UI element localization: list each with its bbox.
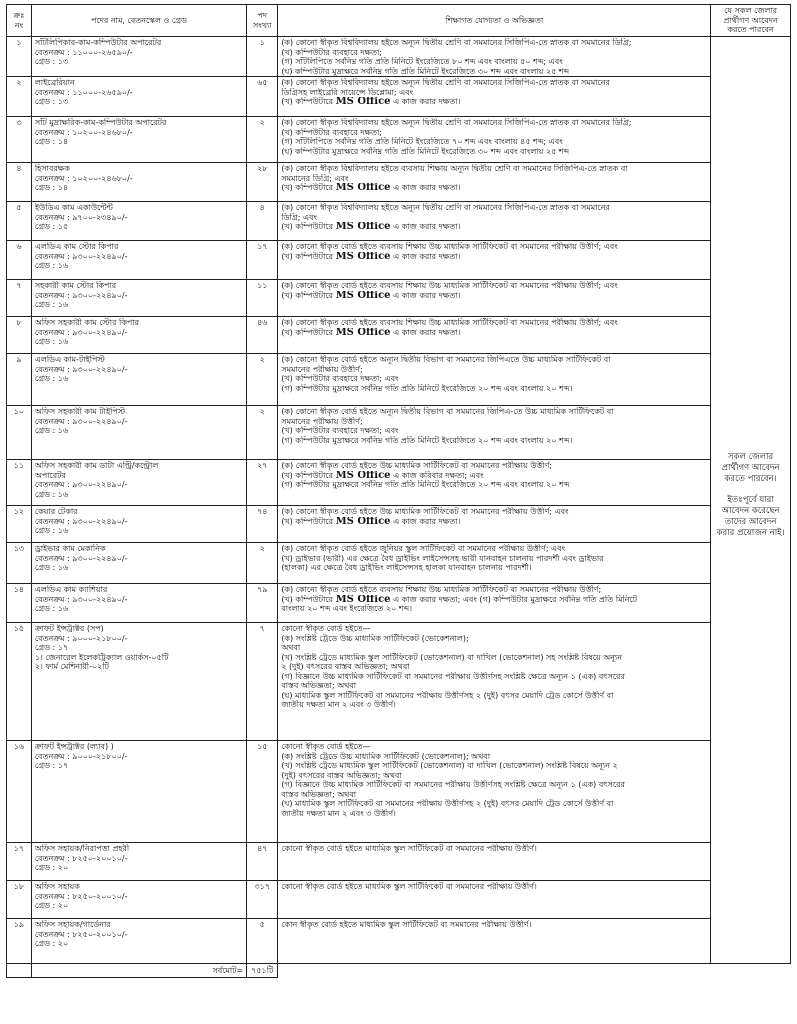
qualification-line: (খ) কম্পিউটারে MS Office এ কাজ করার দক্ষতা; এবং (গ) কম্পিউটার মুদ্রাক্ষরে সর্বনিম্ন গতি প্রতি মিনিটে: [281, 594, 638, 604]
serial-cell: ১৯: [7, 919, 32, 964]
qualification-line: (খ) কম্পিউটারে MS Office এ কাজ করার দক্ষতা।: [281, 97, 461, 107]
post-line: ড্রাইভার কাম মেকানিক: [34, 544, 106, 553]
serial-cell: ১৪: [7, 584, 32, 623]
post-cell: [31, 543, 246, 584]
post-line: অপারেটর: [34, 470, 66, 480]
post-cell: [31, 460, 246, 506]
table-row: [7, 77, 791, 117]
qualification-line: বাস্তব অভিজ্ঞতা; অথবা: [281, 789, 357, 799]
table-row: [7, 543, 791, 584]
qualification-line: (গ) সাঁটলিপিতে সর্বনিম্ন গতি প্রতি মিনিটে ইংরেজিতে ৮০ শব্দ এবং বাংলায় ৫০ শব্দ; এবং: [281, 57, 563, 66]
qualification-line: (গ) বিজ্ঞানে উচ্চ মাধ্যমিক সার্টিফিকেট বা সমমানের পরীক্ষায় উত্তীর্ণসহ সংশ্লিষ্ট ক্ষেত্রে অন্যূন ১ (এক) বৎসরের: [281, 671, 625, 681]
post-line: বেতনক্রম : ৯৭০০-২৩৪৯০/-: [34, 212, 128, 222]
qualification-cell: [278, 543, 711, 584]
post-line: গ্রেড : ১৬: [34, 426, 69, 435]
post-cell: [31, 280, 246, 317]
header-qualification: শিক্ষাগত যোগ্যতা ও অভিজ্ঞতা: [278, 5, 711, 37]
table-row: [7, 584, 791, 623]
qualification-line: (ক) সংশ্লিষ্ট ট্রেডে উচ্চ মাধ্যমিক সার্টিফিকেট (ভোকেশনাল); অথবা: [281, 751, 491, 761]
qualification-line: (খ) কম্পিউটারে MS Office এ কাজ করার দক্ষতা।: [281, 222, 461, 232]
post-count-cell: ৭৪: [247, 506, 278, 543]
serial-cell: ৯: [7, 354, 32, 406]
post-line: বেতনক্রম : ১১০০০-২৬৫৯০/-: [34, 47, 133, 57]
header-districts: যে সকল জেলার প্রার্থীগণ আবেদন করতে পারবেন: [711, 5, 791, 37]
serial-cell: ১: [7, 37, 32, 77]
post-cell: [31, 163, 246, 202]
qualification-cell: [278, 241, 711, 280]
qualification-line: (ক) কোনো স্বীকৃত বিশ্ববিদ্যালয় হইতে অন্যূন দ্বিতীয় শ্রেণি বা সমমানের সিজিপিএ-তে স্নাতক বা সমমানের: [281, 203, 610, 212]
qualification-line: (গ) কম্পিউটার মুদ্রাক্ষরে সর্বনিম্ন গতি প্রতি মিনিটে ইংরেজিতে ২০ শব্দ এবং বাংলায় ২০ শব্দ।: [281, 435, 573, 445]
qualification-cell: [278, 202, 711, 241]
post-line: গ্রেড : ১৬: [34, 261, 69, 270]
qualification-line: (ঘ) মাধ্যমিক স্কুল সার্টিফিকেট বা সমমানের পরীক্ষায় উত্তীর্ণসহ ২ (দুই) বৎসর মেয়াদি ট্রেড কোর্সে উত্তীর্ণ বা: [281, 690, 614, 700]
post-line: ক্রাফট ইন্সট্রাক্টর (ল্যাব) ): [34, 742, 114, 751]
post-cell: [31, 37, 246, 77]
post-line: গ্রেড : ১৪: [34, 137, 69, 146]
qualification-line: সমমানের পরীক্ষায় উত্তীর্ণ;: [281, 364, 363, 374]
post-line: বেতনক্রম : ৯৩০০-২২৪৯০/-: [34, 516, 128, 526]
post-count-cell: ২: [247, 406, 278, 460]
qualification-line: (ক) কোনো স্বীকৃত বোর্ড হইতে উচ্চ মাধ্যমিক সার্টিফিকেট বা সমমানের পরীক্ষায় উত্তীর্ণ; এবং: [281, 507, 569, 516]
serial-cell: ১৫: [7, 623, 32, 741]
qualification-line: (ঘ) মাধ্যমিক স্কুল সার্টিফিকেট বা সমমানের পরীক্ষায় উত্তীর্ণসহ ২ (দুই) বৎসর মেয়াদি ট্রেড কোর্সে উত্তীর্ণ বা: [281, 799, 614, 808]
post-line: বেতনক্রম : ৯৩০০-২২৪৯০/-: [34, 416, 128, 426]
post-line: বেতনক্রম : ৮২৫০-২০০১০/-: [34, 929, 128, 939]
post-line: অফিস সহকারী কাম ডাটা এন্ট্রি/কন্ট্রোল: [34, 461, 159, 470]
post-cell: [31, 919, 246, 964]
qualification-line: কোনো স্বীকৃত বোর্ড হইতে মাধ্যমিক স্কুল সার্টিফিকেট বা সমমানের পরীক্ষায় উত্তীর্ণ।: [281, 844, 537, 853]
post-line: গ্রেড : ১৫: [34, 222, 69, 231]
table-row: [7, 37, 791, 77]
post-line: গ্রেড : ১৬: [34, 526, 69, 535]
qualification-line: (ক) কোনো স্বীকৃত বোর্ড হইতে ব্যবসায় শিক্ষায় উচ্চ মাধ্যমিক সার্টিফিকেট বা সমমানের পরীক্ষায় উত্তীর্ণ; এবং: [281, 242, 618, 251]
post-line: বেতনক্রম : ৯৩০০-২২৪৯০/-: [34, 594, 128, 604]
qualification-line: সমমানের ডিগ্রি; এবং: [281, 173, 349, 183]
qualification-line: কোন স্বীকৃত বোর্ড হইতে মাধ্যমিক স্কুল সার্টিফিকেট বা সমমানের পরীক্ষায় উত্তীর্ণ।: [281, 920, 532, 929]
qualification-line: জাতীয় দক্ষতা মান ২ এবং ৩ উত্তীর্ণ।: [281, 700, 396, 709]
post-cell: [31, 843, 246, 881]
post-count-cell: ৪৬: [247, 317, 278, 354]
post-line: এলডিএ কাম স্টোর কিপার: [34, 242, 119, 251]
post-line: এলডিএ কাম-টাইপিস্ট: [34, 355, 105, 364]
qualification-line: কোনো স্বীকৃত বোর্ড হইতে মাধ্যমিক স্কুল সার্টিফিকেট বা সমমানের পরীক্ষায় উত্তীর্ণ।: [281, 882, 537, 891]
post-line: বেতনক্রম : ৯৩০০-২২৪৯০/-: [34, 553, 128, 563]
post-cell: [31, 117, 246, 163]
qualification-cell: [278, 406, 711, 460]
qualification-cell: [278, 354, 711, 406]
post-cell: [31, 881, 246, 919]
qualification-line: (ক) কোনো স্বীকৃত বিশ্ববিদ্যালয় হইতে অন্যূন দ্বিতীয় শ্রেণি বা সমমানের সিজিপিএ-তে স্নাতক বা সমমানের ডিগ্রি;: [281, 38, 632, 47]
post-count-cell: ১৭: [247, 241, 278, 280]
post-cell: [31, 506, 246, 543]
qualification-line: কোনো স্বীকৃত বোর্ড হইতে—: [281, 742, 371, 751]
header-post: পদের নাম, বেতনস্কেল ও গ্রেড: [31, 5, 246, 37]
table-body: [7, 37, 791, 978]
post-count-cell: ৫: [247, 919, 278, 964]
post-count-cell: ৪৭: [247, 843, 278, 881]
table-row: [7, 919, 791, 964]
qualification-cell: [278, 117, 711, 163]
post-cell: [31, 741, 246, 843]
post-line: অফিস সহকারী কাম টাইপিস্ট: [34, 407, 126, 416]
post-line: হিসাবরক্ষক: [34, 164, 70, 173]
qualification-cell: [278, 317, 711, 354]
post-cell: [31, 202, 246, 241]
qualification-line: (ঘ) কম্পিউটার মুদ্রাক্ষরে সর্বনিম্ন গতি প্রতি মিনিটে ইংরেজিতে ৩০ শব্দ এবং বাংলায় ২৫ শব্দ: [281, 146, 570, 156]
qualification-cell: [278, 843, 711, 881]
table-row: [7, 881, 791, 919]
qualification-line: (খ) কম্পিউটার ব্যবহারে দক্ষতা; এবং: [281, 374, 399, 383]
qualification-line: (খ) ড্রাইভার (ভারী) এর ক্ষেত্রে বৈধ ড্রাইভিং লাইসেন্সসহ ভারী যানবাহন চালনায় পারদর্শী এবং ড্রাইভার: [281, 553, 604, 563]
qualification-cell: [278, 741, 711, 843]
qualification-cell: [278, 623, 711, 741]
qualification-line: (খ) কম্পিউটারে MS Office এ কাজ করার দক্ষতা।: [281, 183, 461, 193]
qualification-line: (খ) কম্পিউটারে MS Office এ কাজ করার দক্ষতা।: [281, 327, 461, 337]
post-cell: [31, 317, 246, 354]
qualification-line: (হালকা) এর ক্ষেত্রে বৈধ ড্রাইভিং লাইসেন্সসহ হালকা যানবাহন চালনায় পারদর্শী।: [281, 563, 532, 572]
serial-cell: ৭: [7, 280, 32, 317]
post-line: গ্রেড : ২০: [34, 939, 69, 948]
serial-cell: ৫: [7, 202, 32, 241]
qualification-line: (ক) কোনো স্বীকৃত বোর্ড হইতে ব্যবসায় শিক্ষায় উচ্চ মাধ্যমিক সার্টিফিকেট বা সমমানের পরীক্ষায় উত্তীর্ণ;: [281, 585, 602, 594]
post-line: গ্রেড : ২০: [34, 863, 69, 872]
serial-cell: ১১: [7, 460, 32, 506]
qualification-line: জাতীয় দক্ষতা মান ২ এবং ৩ উত্তীর্ণ।: [281, 808, 396, 818]
qualification-line: অথবা: [281, 643, 301, 652]
post-count-cell: ১১: [247, 280, 278, 317]
post-cell: [31, 354, 246, 406]
post-line: গ্রেড : ১৭: [34, 643, 69, 652]
post-line: কেয়ার টেকার: [34, 507, 78, 516]
qualification-cell: [278, 37, 711, 77]
districts-note-all: সকল জেলার প্রার্থীগণ আবেদন করতে পারবেন।: [721, 451, 780, 484]
qualification-line: বাংলায় ২০ শব্দ এবং ইংরেজিতে ২০ শব্দ।: [281, 604, 413, 613]
serial-cell: ১৬: [7, 741, 32, 843]
post-line: গ্রেড : ১৭: [34, 761, 69, 770]
serial-cell: ১২: [7, 506, 32, 543]
qualification-line: (ক) সংশ্লিষ্ট ট্রেডে উচ্চ মাধ্যমিক সার্টিফিকেট (ভোকেশনাল);: [281, 633, 469, 643]
qualification-line: সমমানের পরীক্ষায় উত্তীর্ণ;: [281, 416, 363, 426]
districts-note-previous: ইতঃপূর্বে যারা আবেদন করেছেন তাদের আবেদন করার প্রয়োজন নাই।: [716, 494, 785, 538]
qualification-cell: [278, 919, 711, 964]
qualification-line: (খ) কম্পিউটারে MS Office এ কাজ করার দক্ষতা।: [281, 516, 461, 526]
qualification-line: বাস্তব অভিজ্ঞতা; অথবা: [281, 681, 357, 690]
post-line: বেতনক্রম : ৯৩০০-২২৪৯০/-: [34, 251, 128, 261]
qualification-line: (ক) কোনো স্বীকৃত বোর্ড হইতে ব্যবসায় শিক্ষায় উচ্চ মাধ্যমিক সার্টিফিকেট বা সমমানের পরীক্ষায় উত্তীর্ণ; এবং: [281, 318, 618, 327]
qualification-line: (খ) সংশ্লিষ্ট ট্রেডে মাধ্যমিক স্কুল সার্টিফিকেট (ভোকেশনাল) বা দাখিল (ভোকেশনাল) সহ সংশ্লিষ্ট বিষয়ে অন্যূন: [281, 652, 623, 662]
post-line: অফিস সহায়ক/নিরাপত্তা প্রহরী: [34, 844, 130, 853]
table-row: [7, 460, 791, 506]
post-count-cell: ২৮: [247, 163, 278, 202]
post-line: গ্রেড : ১৩: [34, 97, 69, 106]
post-line: এলডিএ কাম ক্যাশিয়ার: [34, 585, 108, 594]
post-line: ১। জেনারেল ইলেকট্রিক্যাল ওয়ার্কস-০৫টি: [34, 652, 169, 662]
post-line: ২। ফার্ম মেশিনারী-০২টি: [34, 662, 110, 671]
post-line: বেতনক্রম : ৯৩০০-২২৪৯০/-: [34, 290, 128, 300]
qualification-line: (ক) কোনো স্বীকৃত বোর্ড হইতে জুনিয়র স্কুল সার্টিফিকেট বা সমমানের পরীক্ষায় উত্তীর্ণ; এবং: [281, 544, 566, 553]
post-line: বেতনক্রম : ১০২০০-২৪৬৮০/-: [34, 127, 133, 137]
header-sl: ক্রঃ নং: [7, 5, 32, 37]
qualification-line: (ক) কোনো স্বীকৃত বোর্ড হইতে ব্যবসায় শিক্ষায় উচ্চ মাধ্যমিক সার্টিফিকেট বা সমমানের পরীক্ষায় উত্তীর্ণ; এবং: [281, 281, 618, 290]
table-row: [7, 843, 791, 881]
serial-cell: ১৩: [7, 543, 32, 584]
table-row: [7, 163, 791, 202]
total-row: [7, 964, 791, 978]
post-line: বেতনক্রম : ৯০০০-২১৮০০/-: [34, 633, 128, 643]
qualification-line: (খ) সংশ্লিষ্ট ট্রেডে মাধ্যমিক স্কুল সার্টিফিকেট (ভোকেশনাল) বা দাখিল (ভোকেশনাল) সংশ্লিষ্ট বিষয়ে অন্যূন ২: [281, 761, 618, 770]
post-line: গ্রেড : ১৪: [34, 183, 69, 192]
post-count-cell: ২৭: [247, 460, 278, 506]
post-line: বেতনক্রম : ৮২৫০-২০০১০/-: [34, 853, 128, 863]
qualification-line: (খ) কম্পিউটারে MS Office এ কাজ করিবার দক্ষতা; এবং: [281, 470, 484, 480]
table-row: [7, 406, 791, 460]
table-row: [7, 202, 791, 241]
post-line: অফিস সহকারী কাম স্টোর কিপার: [34, 318, 140, 327]
post-cell: [31, 406, 246, 460]
qualification-line: ডিগ্রিসহ লাইব্রেরি সায়েন্সে ডিপ্লোমা; এবং: [281, 87, 414, 97]
post-line: অফিস সহায়ক/গার্ডেনার: [34, 920, 111, 929]
qualification-line: (ক) কোনো স্বীকৃত বোর্ড হইতে উচ্চ মাধ্যমিক সার্টিফিকেট বা সমমানের পরীক্ষায় উত্তীর্ণ;: [281, 461, 553, 470]
post-line: বেতনক্রম : ৯৩০০-২২৪৯০/-: [34, 364, 128, 374]
post-line: ইউডিএ কাম একাউন্টেন্ট: [34, 203, 113, 212]
post-line: বেতনক্রম : ৯০০০-২১৮০০/-: [34, 751, 128, 761]
serial-cell: ১৭: [7, 843, 32, 881]
post-line: গ্রেড : ১৬: [34, 374, 69, 383]
post-count-cell: ৪: [247, 202, 278, 241]
qualification-line: ২ (দুই) বৎসরের বাস্তব অভিজ্ঞতা; অথবা: [281, 662, 410, 671]
qualification-line: (ক) কোনো স্বীকৃত বিশ্ববিদ্যালয় হইতে অন্যূন দ্বিতীয় শ্রেণি বা সমমানের সিজিপিএ-তে স্নাতক বা সমমানের ডিগ্রি;: [281, 118, 632, 127]
post-line: গ্রেড : ২০: [34, 901, 69, 910]
qualification-line: (গ) সাঁটলিপিতে সর্বনিম্ন গতি প্রতি মিনিটে ইংরেজিতে ৭০ শব্দ এবং বাংলায় ৪৫ শব্দ; এবং: [281, 137, 563, 146]
post-count-cell: ৭: [247, 623, 278, 741]
serial-cell: ২: [7, 77, 32, 117]
table-row: [7, 741, 791, 843]
serial-cell: ১০: [7, 406, 32, 460]
qualification-cell: [278, 460, 711, 506]
total-blank: [7, 964, 32, 978]
qualification-line: (গ) কম্পিউটার মুদ্রাক্ষরে সর্বনিম্ন গতি প্রতি মিনিটে ইংরেজিতে ২০ শব্দ এবং বাংলায় ২০ শব্দ: [281, 480, 570, 489]
districts-cell: [711, 37, 791, 964]
serial-cell: ১৮: [7, 881, 32, 919]
serial-cell: ৪: [7, 163, 32, 202]
post-count-cell: ১৫: [247, 741, 278, 843]
post-line: বেতনক্রম : ৮২৫০-২০০১০/-: [34, 891, 128, 901]
qualification-cell: [278, 506, 711, 543]
post-line: সাঁট মুদ্রাক্ষরিক-কাম-কম্পিউটার অপারেটর: [34, 118, 167, 127]
post-count-cell: ২: [247, 117, 278, 163]
qualification-line: (খ) কম্পিউটারে MS Office এ কাজ করার দক্ষতা।: [281, 290, 461, 300]
post-count-cell: ৩১৭: [247, 881, 278, 919]
post-line: লাইব্রেরিয়ান: [34, 78, 75, 87]
table-row: [7, 317, 791, 354]
serial-cell: ৩: [7, 117, 32, 163]
post-count-cell: ২: [247, 543, 278, 584]
post-cell: [31, 584, 246, 623]
qualification-cell: [278, 584, 711, 623]
post-line: গ্রেড : ১৬: [34, 337, 69, 346]
table-row: [7, 354, 791, 406]
total-value: ৭৫১টি: [247, 964, 278, 978]
qualification-line: (ক) কোনো স্বীকৃত বিশ্ববিদ্যালয় হইতে ব্যবসায় শিক্ষায় অন্যূন দ্বিতীয় শ্রেণি বা সমমানের সিজিপিএ-তে স্নাতক বা: [281, 164, 628, 173]
post-line: বেতনক্রম : ৯৩০০-২২৪৯০/-: [34, 480, 128, 489]
post-line: গ্রেড : ১৬: [34, 489, 69, 499]
post-line: বেতনক্রম : ১০২০০-২৪৬৮০/-: [34, 173, 133, 183]
qualification-line: ডিগ্রি; এবং: [281, 212, 317, 222]
table-row: [7, 623, 791, 741]
post-line: বেতনক্রম : ৯৩০০-২২৪৯০/-: [34, 327, 128, 337]
qualification-line: (ক) কোনো স্বীকৃত বোর্ড হইতে অন্যূন দ্বিতীয় বিভাগ বা সমমানের জিপিএতে উচ্চ মাধ্যমিক সার্টিফিকেট বা: [281, 355, 611, 364]
post-line: গ্রেড : ১৩: [34, 57, 69, 66]
table-row: [7, 241, 791, 280]
header-row: [7, 5, 791, 37]
total-label: সর্বমোট=: [31, 964, 246, 978]
post-count-cell: ৭৯: [247, 584, 278, 623]
table-row: [7, 506, 791, 543]
qualification-cell: [278, 163, 711, 202]
post-count-cell: ৬৫: [247, 77, 278, 117]
qualification-line: (ক) কোনো স্বীকৃত বোর্ড হইতে অন্যূন দ্বিতীয় বিভাগ বা সমমানের জিপিএ-তে উচ্চ মাধ্যমিক সার্টিফিকেট বা: [281, 407, 614, 416]
post-count-cell: ১: [247, 37, 278, 77]
post-line: বেতনক্রম : ১১০০০-২৬৫৯০/-: [34, 87, 133, 97]
job-circular-table: [6, 4, 791, 978]
qualification-cell: [278, 280, 711, 317]
qualification-line: (খ) কম্পিউটারে MS Office এ কাজ করার দক্ষতা।: [281, 251, 461, 261]
post-count-cell: ২: [247, 354, 278, 406]
qualification-line: কোনো স্বীকৃত বোর্ড হইতে—: [281, 624, 371, 633]
post-line: সাঁটলিপিকার-কাম-কম্পিউটার অপারেটর: [34, 38, 162, 47]
qualification-line: (ক) কোনো স্বীকৃত বিশ্ববিদ্যালয় হইতে অন্যূন দ্বিতীয় শ্রেণি বা সমমানের সিজিপিএ-তে স্নাতক বা সমমানের: [281, 78, 610, 87]
header-count: পদ সংখ্যা: [247, 5, 278, 37]
total-empty: [278, 964, 711, 978]
post-line: অফিস সহায়ক: [34, 882, 80, 891]
post-cell: [31, 241, 246, 280]
post-cell: [31, 623, 246, 741]
post-line: গ্রেড : ১৬: [34, 604, 69, 613]
post-line: ক্রাফট ইন্সট্রাক্টর (সপ): [34, 624, 104, 633]
qualification-line: (ঘ) কম্পিউটার মুদ্রাক্ষরে সর্বনিম্ন গতি প্রতি মিনিটে ইংরেজিতে ৩০ শব্দ এবং বাংলায় ২৫ শব্দ: [281, 66, 570, 76]
qualification-line: (খ) কম্পিউটার ব্যবহারে দক্ষতা; এবং: [281, 426, 399, 435]
qualification-line: (খ) কম্পিউটার ব্যবহারে দক্ষতা;: [281, 47, 382, 57]
post-line: গ্রেড : ১৬: [34, 563, 69, 572]
post-line: সহকারী কাম স্টোর কিপার: [34, 281, 117, 290]
table-row: [7, 117, 791, 163]
total-empty: [711, 964, 791, 978]
qualification-line: (খ) কম্পিউটার ব্যবহারে দক্ষতা;: [281, 127, 382, 137]
qualification-cell: [278, 881, 711, 919]
post-line: গ্রেড : ১৬: [34, 300, 69, 309]
serial-cell: ৮: [7, 317, 32, 354]
table-row: [7, 280, 791, 317]
qualification-line: (গ) কম্পিউটার মুদ্রাক্ষরে সর্বনিম্ন গতি প্রতি মিনিটে ইংরেজিতে ২০ শব্দ এবং বাংলায় ২০ শব্দ।: [281, 383, 573, 393]
qualification-line: (গ) বিজ্ঞানে উচ্চ মাধ্যমিক সার্টিফিকেট বা সমমানের পরীক্ষায় উত্তীর্ণসহ সংশ্লিষ্ট ক্ষেত্রে অন্যূন ১ (এক) বৎসরের: [281, 780, 625, 789]
post-cell: [31, 77, 246, 117]
qualification-cell: [278, 77, 711, 117]
qualification-line: (দুই) বৎসরের বাস্তব অভিজ্ঞতা; অথবা: [281, 770, 402, 780]
serial-cell: ৬: [7, 241, 32, 280]
